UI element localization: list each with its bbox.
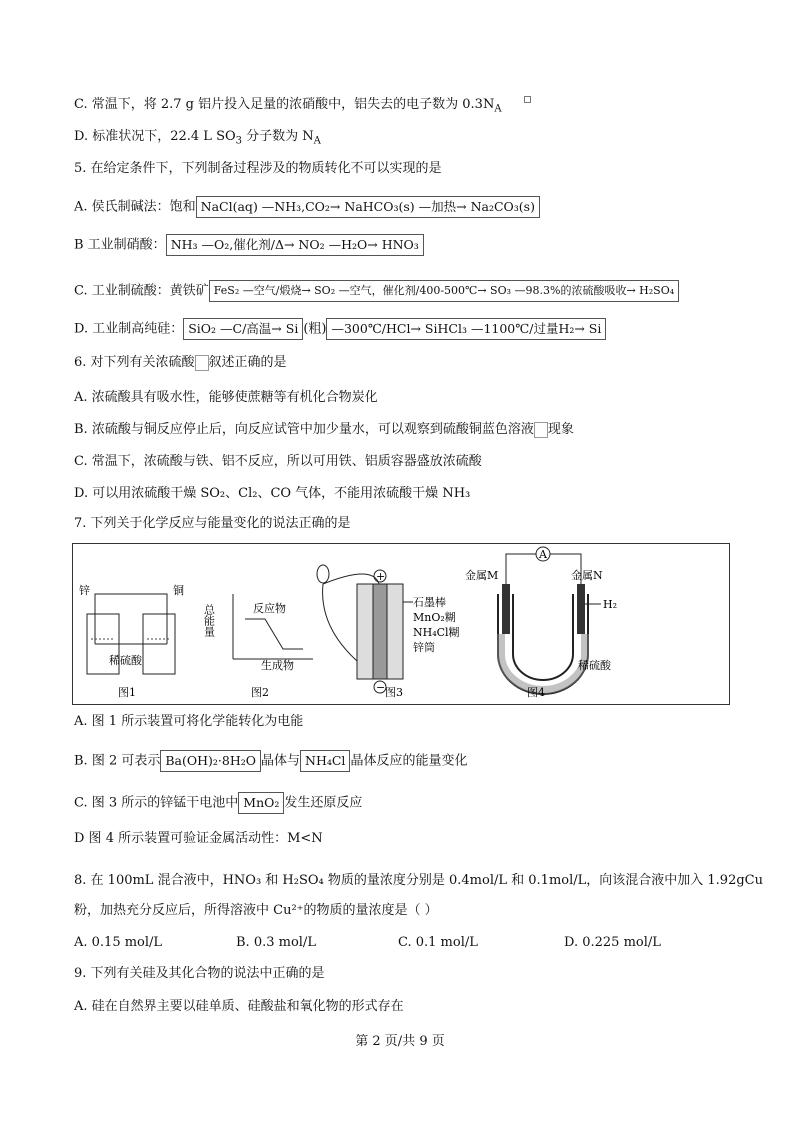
q5-option-c: C. 工业制硫酸：黄铁矿 FeS₂ —空气/煅烧→ SO₂ —空气，催化剂/400-500℃→ SO₃ —98.3%的浓硫酸吸收→ H₂SO₄ [74,280,679,302]
q8-option-d: D. 0.225 mol/L [564,935,661,950]
q8-option-c: C. 0.1 mol/L [398,935,478,950]
formula-image: NH₃ —O₂,催化剂/Δ→ NO₂ —H₂O→ HNO₃ [166,234,424,256]
formula-image: SiO₂ —C/高温→ Si [183,318,303,340]
q9-option-a: A. 硅在自然界主要以硅单质、硅酸盐和氧化物的形式存在 [74,999,404,1014]
f4-n-label: 金属N [571,569,603,582]
f2-reactant-label: 反应物 [253,602,286,615]
figure-4 [465,547,617,699]
q6-option-c: C. 常温下，浓硫酸与铁、铝不反应，所以可用铁、铝质容器盛放浓硫酸 [74,454,482,469]
q7-figure [72,543,730,705]
formula-image: MnO₂ [238,792,284,814]
f3-minus: − [376,681,386,694]
q5-option-d: D. 工业制高纯硅： SiO₂ —C/高温→ Si (粗) —300℃/HCl→ SiHCl₃ —1100℃/过量H₂→ Si [74,318,606,340]
page-footer: 第 2 页/共 9 页 [355,1034,445,1049]
q9-stem: 9. 下列有关硅及其化合物的说法中正确的是 [74,966,325,981]
f4-m-label: 金属M [465,569,499,582]
f4-ammeter: A [539,548,547,561]
q8-line-1: 8. 在 100mL 混合液中，HNO₃ 和 H₂SO₄ 物质的量浓度分别是 0.4mol/L 和 0.1mol/L，向该混合液中加入 1.92gCu [74,873,763,888]
q6-option-b: B. 浓硫酸与铜反应停止后，向反应试管中加少量水，可以观察到硫酸铜蓝色溶液 现象 [74,422,574,437]
blank-box-icon [195,355,209,371]
q5-stem: 5. 在给定条件下，下列制备过程涉及的物质转化不可以实现的是 [74,161,442,176]
f3-plus: + [376,570,386,583]
f3-label-1: 石墨棒 [413,596,446,609]
formula-image: FeS₂ —空气/煅烧→ SO₂ —空气，催化剂/400-500℃→ SO₃ —98.3%的浓硫酸吸收→ H₂SO₄ [209,280,679,302]
formula-image: NaCl(aq) —NH₃,CO₂→ NaHCO₃(s) —加热→ Na₂CO₃(s) [196,196,540,218]
q8-option-a: A. 0.15 mol/L [74,935,163,950]
f2-caption: 图2 [251,686,269,699]
f3-label-4: 锌筒 [413,641,435,654]
q5-option-a: A. 侯氏制碱法：饱和 NaCl(aq) —NH₃,CO₂→ NaHCO₃(s) —加热→ Na₂CO₃(s) [74,196,540,218]
q6-option-d: D. 可以用浓硫酸干燥 SO₂、Cl₂、CO 气体，不能用浓硫酸干燥 NH₃ [74,486,471,501]
q8-option-b: B. 0.3 mol/L [236,935,316,950]
f1-cu-label: 铜 [173,584,184,597]
f3-label-3: NH₄Cl糊 [413,626,460,639]
q5-option-b: B 工业制硝酸： NH₃ —O₂,催化剂/Δ→ NO₂ —H₂O→ HNO₃ [74,234,424,256]
f2-product-label: 生成物 [261,659,294,672]
figure-1 [79,583,184,699]
q7-option-c: C. 图 3 所示的锌锰干电池中 MnO₂ 发生还原反应 [74,792,362,814]
q8-line-2: 粉，加热充分反应后，所得溶液中 Cu²⁺的物质的量浓度是（ ） [74,903,438,918]
small-mark-icon [524,96,531,103]
q7-stem: 7. 下列关于化学反应与能量变化的说法正确的是 [74,516,351,531]
figure-2 [203,594,314,699]
f4-acid-label: 稀硫酸 [578,659,611,672]
q7-option-a: A. 图 1 所示装置可将化学能转化为电能 [74,714,304,729]
f4-h2-label: H₂ [603,598,618,611]
f1-caption: 图1 [118,686,136,699]
f1-acid-label: 稀硫酸 [109,654,142,667]
q4-option-c: C. 常温下，将 2.7 g 铝片投入足量的浓硝酸中，铝失去的电子数为 $0.3N_A$ [74,96,532,119]
f4-caption: 图4 [527,686,545,699]
formula-image: NH₄Cl [300,750,350,772]
blank-box-icon [534,422,548,438]
q7-option-b: B. 图 2 可表示 Ba(OH)₂·8H₂O 晶体与 NH₄Cl 晶体反应的能量变化 [74,750,467,772]
q6-option-a: A. 浓硫酸具有吸水性，能够使蔗糖等有机化合物炭化 [74,390,378,405]
q7-option-d: D 图 4 所示装置可验证金属活动性：M<N [74,831,323,846]
f3-label-2: MnO₂糊 [413,611,456,624]
q4-option-d: D. 标准状况下，22.4 L $SO_3$ 分子数为 $N_A$ [74,129,321,147]
f2-y-label: 总能量 [202,604,216,637]
formula-image: Ba(OH)₂·8H₂O [160,750,261,772]
figure-3 [317,565,460,699]
q6-stem: 6. 对下列有关浓硫酸 叙述正确的是 [74,355,287,370]
f1-zn-label: 锌 [79,584,90,597]
formula-image: —300℃/HCl→ SiHCl₃ —1100℃/过量H₂→ Si [326,318,606,340]
f3-caption: 图3 [385,686,403,699]
